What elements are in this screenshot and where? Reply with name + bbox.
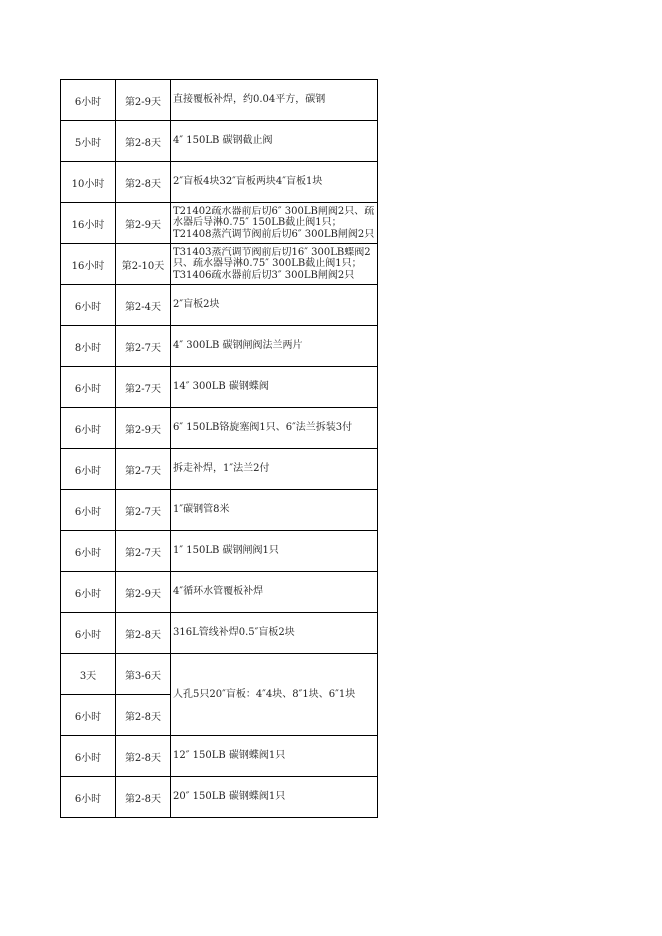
schedule-days-cell[interactable]: 第2-8天 bbox=[116, 613, 171, 654]
work-description-cell[interactable]: 4″循环水管覆板补焊 bbox=[171, 572, 378, 613]
table-row bbox=[61, 736, 378, 777]
schedule-days-cell[interactable]: 第2-9天 bbox=[116, 80, 171, 121]
overflowing-description-text: T31403蒸汽调节阀前后切16″ 300LB蝶阀2只、疏水器导淋0.75″ 300LB截止阀1只；T31406疏水器前后切3″ 300LB闸阀2只 bbox=[173, 246, 371, 281]
work-description-cell[interactable]: 直接覆板补焊，约0.04平方，碳钢 bbox=[171, 80, 378, 121]
duration-cell[interactable]: 6小时 bbox=[61, 531, 116, 572]
work-description-cell[interactable]: 14″ 300LB 碳钢蝶阀 bbox=[171, 367, 378, 408]
merged-work-description-cell[interactable]: 人孔5只20″盲板：4″4块、8″1块、6″1块 bbox=[171, 654, 378, 736]
table-row bbox=[61, 80, 378, 121]
table-row bbox=[61, 531, 378, 572]
duration-cell[interactable]: 6小时 bbox=[61, 736, 116, 777]
table-row bbox=[61, 613, 378, 654]
schedule-days-cell[interactable]: 第2-9天 bbox=[116, 408, 171, 449]
work-description-cell[interactable]: 4″ 150LB 碳钢截止阀 bbox=[171, 121, 378, 162]
duration-cell[interactable]: 10小时 bbox=[61, 162, 116, 203]
schedule-days-cell[interactable]: 第2-8天 bbox=[116, 736, 171, 777]
table-row bbox=[61, 244, 378, 285]
work-description-cell[interactable]: 12″ 150LB 碳钢蝶阀1只 bbox=[171, 736, 378, 777]
duration-cell[interactable]: 6小时 bbox=[61, 408, 116, 449]
table-row bbox=[61, 654, 378, 695]
work-description-cell[interactable] bbox=[171, 244, 378, 285]
duration-cell[interactable]: 6小时 bbox=[61, 490, 116, 531]
work-description-cell[interactable]: 拆走补焊，1″法兰2付 bbox=[171, 449, 378, 490]
table-row bbox=[61, 162, 378, 203]
schedule-days-cell[interactable]: 第2-8天 bbox=[116, 121, 171, 162]
schedule-days-cell[interactable]: 第2-7天 bbox=[116, 490, 171, 531]
schedule-days-cell[interactable]: 第2-9天 bbox=[116, 572, 171, 613]
duration-cell[interactable]: 8小时 bbox=[61, 326, 116, 367]
table-row bbox=[61, 408, 378, 449]
duration-cell[interactable]: 5小时 bbox=[61, 121, 116, 162]
duration-cell[interactable]: 6小时 bbox=[61, 695, 116, 736]
schedule-days-cell[interactable]: 第2-9天 bbox=[116, 203, 171, 244]
work-description-cell[interactable] bbox=[171, 203, 378, 244]
work-description-cell[interactable]: 1″ 150LB 碳钢闸阀1只 bbox=[171, 531, 378, 572]
duration-cell[interactable]: 6小时 bbox=[61, 285, 116, 326]
overflowing-description-text: T21402疏水器前后切6″ 300LB闸阀2只、疏水器后导淋0.75″ 150LB截止阀1只；T21408蒸汽调节阀前后切6″ 300LB闸阀2只 bbox=[173, 205, 375, 240]
schedule-days-cell[interactable]: 第2-8天 bbox=[116, 695, 171, 736]
work-description-cell[interactable]: 2″盲板4块32″盲板两块4″盲板1块 bbox=[171, 162, 378, 203]
duration-cell[interactable]: 6小时 bbox=[61, 613, 116, 654]
duration-cell[interactable]: 16小时 bbox=[61, 203, 116, 244]
schedule-days-cell[interactable]: 第2-7天 bbox=[116, 367, 171, 408]
table-row bbox=[61, 572, 378, 613]
schedule-days-cell[interactable]: 第2-10天 bbox=[116, 244, 171, 285]
duration-cell[interactable]: 6小时 bbox=[61, 80, 116, 121]
work-description-cell[interactable]: 4″ 300LB 碳钢闸阀法兰两片 bbox=[171, 326, 378, 367]
table-row bbox=[61, 777, 378, 818]
duration-cell[interactable]: 6小时 bbox=[61, 777, 116, 818]
duration-cell[interactable]: 6小时 bbox=[61, 367, 116, 408]
schedule-days-cell[interactable]: 第2-7天 bbox=[116, 449, 171, 490]
duration-cell[interactable]: 6小时 bbox=[61, 449, 116, 490]
table-row bbox=[61, 449, 378, 490]
schedule-days-cell[interactable]: 第3-6天 bbox=[116, 654, 171, 695]
table-row bbox=[61, 203, 378, 244]
table-row bbox=[61, 285, 378, 326]
work-description-cell[interactable]: 1″碳钢管8米 bbox=[171, 490, 378, 531]
work-description-cell[interactable]: 316L管线补焊0.5″盲板2块 bbox=[171, 613, 378, 654]
schedule-days-cell[interactable]: 第2-7天 bbox=[116, 531, 171, 572]
schedule-days-cell[interactable]: 第2-4天 bbox=[116, 285, 171, 326]
work-description-cell[interactable]: 6″ 150LB铬旋塞阀1只、6″法兰拆装3付 bbox=[171, 408, 378, 449]
work-description-cell[interactable]: 2″盲板2块 bbox=[171, 285, 378, 326]
work-schedule-table bbox=[60, 79, 378, 818]
duration-cell[interactable]: 16小时 bbox=[61, 244, 116, 285]
work-description-cell[interactable]: 20″ 150LB 碳钢蝶阀1只 bbox=[171, 777, 378, 818]
table-row bbox=[61, 326, 378, 367]
schedule-days-cell[interactable]: 第2-7天 bbox=[116, 326, 171, 367]
table-row bbox=[61, 490, 378, 531]
duration-cell[interactable]: 6小时 bbox=[61, 572, 116, 613]
schedule-days-cell[interactable]: 第2-8天 bbox=[116, 777, 171, 818]
schedule-days-cell[interactable]: 第2-8天 bbox=[116, 162, 171, 203]
table-row bbox=[61, 121, 378, 162]
duration-cell[interactable]: 3天 bbox=[61, 654, 116, 695]
table-row bbox=[61, 367, 378, 408]
